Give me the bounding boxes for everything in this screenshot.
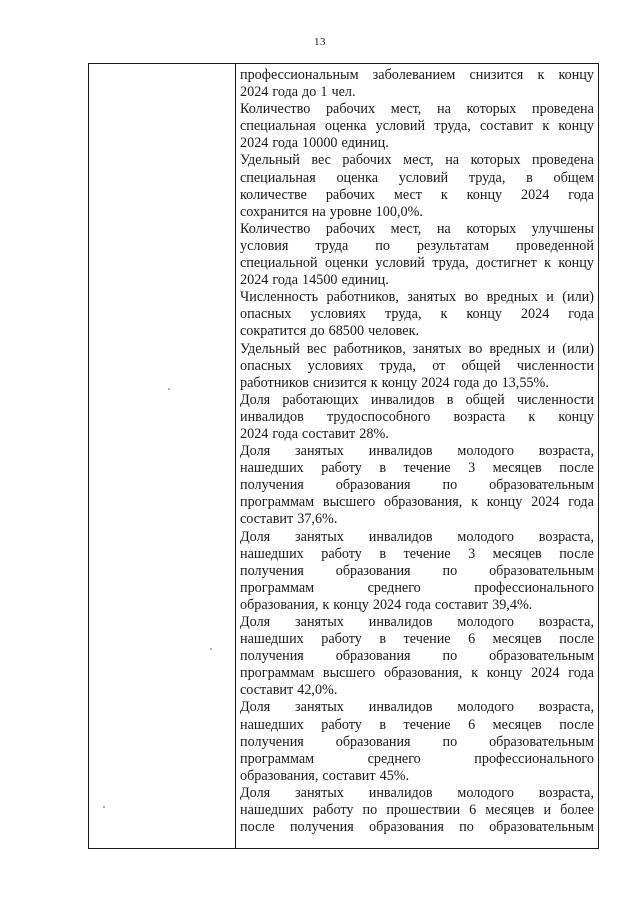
text-word: года — [272, 425, 299, 442]
text-word: после — [559, 716, 594, 733]
text-word: к — [440, 306, 448, 323]
text-word: возраста, — [538, 528, 594, 545]
text-word: года — [272, 135, 299, 152]
text-line — [240, 375, 594, 392]
text-word: которых — [466, 220, 517, 237]
text-word: результатам — [416, 237, 490, 254]
text-line — [240, 426, 594, 443]
page-number: 13 — [314, 36, 326, 48]
text-line — [240, 751, 594, 768]
text-line — [240, 529, 594, 546]
text-line — [240, 734, 594, 751]
text-line — [240, 443, 594, 460]
text-word: 2024 — [240, 272, 269, 289]
text-word: снизится — [469, 67, 524, 83]
text-word: образования, — [383, 494, 463, 511]
text-line — [240, 306, 594, 323]
text-word: месяцев — [492, 545, 542, 562]
text-word: к — [471, 494, 479, 511]
text-word: проведена — [532, 152, 594, 169]
text-word: концу — [466, 306, 502, 323]
text-word: высшего — [322, 494, 376, 511]
text-word: работу — [312, 802, 354, 819]
text-word: концу — [466, 186, 503, 203]
text-word: и — [546, 289, 554, 306]
text-word: рабочих — [342, 152, 392, 169]
text-word: вредных — [486, 289, 538, 306]
text-word: 37,6%. — [297, 511, 338, 528]
text-word: Доля — [240, 528, 271, 545]
text-word: прошествии — [386, 802, 461, 819]
scan-speck — [103, 806, 105, 808]
text-word: возраста — [453, 408, 506, 425]
text-word: программам — [240, 494, 315, 511]
text-word: месяцев — [492, 631, 542, 648]
text-word: образования, — [240, 767, 319, 784]
text-word: 3 — [468, 460, 476, 477]
text-line — [240, 665, 594, 682]
text-word: 100,0%. — [375, 203, 423, 220]
text-word: по — [362, 802, 378, 819]
text-word: 6 — [468, 631, 476, 648]
text-line — [240, 563, 594, 580]
text-word: 3 — [468, 545, 476, 562]
text-word: улучшены — [531, 220, 594, 237]
text-word: (или) — [562, 340, 594, 357]
text-word: в — [379, 716, 387, 733]
text-word: работу — [321, 460, 362, 477]
text-line — [240, 460, 594, 477]
text-word: занятых — [295, 528, 344, 545]
text-word: по — [442, 733, 458, 750]
text-word: возраста, — [538, 699, 594, 716]
text-word: к — [370, 374, 378, 391]
text-word: образования, — [383, 665, 463, 682]
text-word: профессиональным — [240, 67, 359, 83]
text-word: года — [453, 374, 480, 391]
text-word: специальная — [240, 118, 316, 135]
text-word: образования — [335, 562, 411, 579]
text-line — [240, 699, 594, 716]
text-word: и — [543, 802, 552, 819]
text-word: численности — [516, 391, 594, 408]
text-word: среднего — [367, 579, 421, 596]
text-line — [240, 67, 594, 84]
text-word: течение — [403, 545, 451, 562]
text-word: опасных — [240, 357, 292, 374]
text-word: работу — [321, 716, 362, 733]
text-line — [240, 614, 594, 631]
text-word: получения — [240, 477, 304, 494]
text-word: месяцев — [492, 460, 542, 477]
text-word: 2024 — [240, 84, 269, 101]
text-word: заболеванием — [372, 67, 456, 83]
text-word: к — [542, 118, 550, 135]
text-word: сохранится — [240, 203, 308, 220]
text-line — [240, 170, 594, 187]
text-word: по — [375, 237, 390, 254]
text-line — [240, 494, 594, 511]
text-word: к — [322, 596, 330, 613]
text-word: составит — [302, 425, 356, 442]
text-word: профессионального — [474, 750, 594, 767]
text-word: составит — [240, 511, 294, 528]
text-word: в — [446, 391, 454, 408]
text-word: специальная — [240, 169, 316, 186]
text-word: по — [442, 648, 458, 665]
text-line — [240, 101, 594, 118]
text-word: после — [559, 631, 594, 648]
text-word: условий — [375, 255, 425, 272]
text-line — [240, 238, 594, 255]
text-line — [240, 768, 594, 785]
text-word: к — [440, 186, 448, 203]
text-line — [240, 118, 594, 135]
text-word: года — [568, 494, 594, 511]
text-word: занятых — [295, 784, 344, 801]
text-word: 6 — [468, 716, 476, 733]
text-word: образования, — [240, 596, 319, 613]
text-word: получения — [289, 819, 354, 836]
text-word: единиц. — [341, 135, 389, 152]
text-word: среднего — [367, 750, 421, 767]
text-word: Доля — [240, 699, 271, 716]
text-word: оценка — [324, 118, 367, 135]
text-word: труда, — [432, 255, 469, 272]
text-word: течение — [403, 631, 451, 648]
text-word: труда, — [468, 169, 506, 186]
text-word: достигнет — [476, 255, 537, 272]
text-word: по — [459, 819, 474, 836]
text-line — [240, 187, 594, 204]
text-word: условий — [398, 169, 449, 186]
text-word: концу — [486, 665, 523, 682]
text-word: образовательным — [489, 648, 594, 665]
text-word: работников — [240, 374, 309, 391]
text-word: молодого — [457, 614, 514, 630]
text-word: инвалидов — [368, 699, 433, 716]
text-word: возраста, — [538, 443, 594, 460]
text-word: во — [464, 289, 479, 306]
text-word: молодого — [457, 784, 514, 801]
text-word: концу — [333, 596, 369, 613]
text-word: условий — [375, 118, 426, 135]
text-word: 1 — [320, 84, 328, 101]
text-word: нашедших — [240, 631, 304, 648]
text-word: после — [559, 545, 594, 562]
text-word: нашедших — [240, 802, 304, 819]
text-word: (или) — [562, 289, 594, 306]
text-word: 28%. — [359, 425, 389, 442]
text-word: условия — [240, 237, 289, 254]
text-line — [240, 477, 594, 494]
text-word: занятых — [412, 340, 462, 357]
text-word: инвалидов — [368, 784, 433, 801]
text-word: чел. — [331, 84, 356, 101]
text-line — [240, 819, 594, 836]
text-word: молодого — [457, 699, 514, 716]
text-word: образовательным — [489, 733, 594, 750]
text-word: мест, — [390, 220, 422, 237]
text-word: года — [568, 306, 594, 323]
text-word: и — [547, 340, 556, 357]
text-word: концу — [558, 408, 594, 425]
text-word: молодого — [457, 528, 514, 545]
text-line — [240, 221, 594, 238]
text-word: после — [240, 819, 275, 836]
text-word: специальной — [240, 255, 318, 272]
text-word: численности — [516, 357, 594, 374]
text-word: Доля — [240, 443, 271, 460]
text-word: концу — [381, 374, 418, 391]
text-word: от — [432, 357, 446, 374]
text-word: месяцев — [492, 716, 542, 733]
text-word: инвалидов — [368, 528, 433, 545]
table-left-cell — [89, 64, 236, 848]
text-word: Удельный — [240, 340, 300, 357]
text-word: снизится — [312, 374, 367, 391]
text-word: вес — [306, 340, 327, 357]
text-line — [240, 272, 594, 289]
text-word: 39,4%. — [492, 596, 533, 613]
text-word: месяцев — [485, 802, 535, 819]
text-word: Количество — [240, 220, 311, 237]
text-word: 2024 — [520, 306, 550, 323]
text-line — [240, 392, 594, 409]
text-line — [240, 289, 594, 306]
text-word: Доля — [240, 614, 271, 630]
text-word: опасных — [240, 306, 292, 323]
text-word: года — [568, 186, 594, 203]
text-word: течение — [403, 460, 451, 477]
text-word: во — [468, 340, 483, 357]
text-word: нашедших — [240, 460, 304, 477]
text-word: профессионального — [474, 579, 594, 596]
text-word: 2024 — [372, 596, 402, 613]
text-word: занятых — [407, 289, 457, 306]
text-word: 68500 — [328, 323, 365, 340]
text-word: до — [310, 323, 325, 340]
text-word: Численность — [240, 289, 319, 306]
text-word: составит — [240, 682, 294, 699]
text-word: по — [442, 562, 458, 579]
text-word: нашедших — [240, 545, 304, 562]
text-word: 2024 — [521, 186, 550, 203]
text-word: программам — [240, 579, 315, 596]
text-word: года — [272, 84, 299, 101]
text-word: 2024 — [240, 425, 269, 442]
text-word: общем — [553, 169, 594, 186]
text-word: Количество — [240, 101, 311, 118]
text-line — [240, 546, 594, 563]
text-line — [240, 580, 594, 597]
text-word: концу — [558, 255, 594, 272]
text-word: образования — [335, 733, 411, 750]
text-word: оценка — [336, 169, 379, 186]
text-word: 14500 — [302, 272, 338, 289]
text-word: которых — [470, 152, 521, 169]
text-word: возраста, — [538, 784, 594, 801]
text-word: в — [526, 169, 533, 186]
text-word: 42,0%. — [297, 682, 338, 699]
text-line — [240, 802, 594, 819]
text-line — [240, 682, 594, 699]
text-word: по — [442, 477, 458, 494]
text-line — [240, 323, 594, 340]
text-word: труда — [315, 237, 349, 254]
text-word: в — [379, 460, 387, 477]
text-word: на — [436, 220, 451, 237]
text-word: 13,55%. — [501, 374, 549, 391]
text-word: занятых — [295, 443, 344, 460]
text-word: труда, — [379, 357, 416, 374]
text-word: получения — [240, 733, 304, 750]
text-word: образовательным — [489, 562, 594, 579]
text-word: нашедших — [240, 716, 304, 733]
text-word: программам — [240, 665, 315, 682]
text-word: 2024 — [421, 374, 450, 391]
text-word: в — [379, 545, 387, 562]
text-word: оценки — [324, 255, 369, 272]
text-word: высшего — [322, 665, 376, 682]
text-word: сократится — [240, 323, 307, 340]
text-word: к — [471, 665, 479, 682]
text-word: рабочих — [325, 220, 376, 237]
text-word: количестве — [240, 186, 307, 203]
text-word: 45%. — [379, 767, 410, 784]
text-word: условиях — [307, 357, 364, 374]
text-word: проведена — [532, 101, 594, 118]
text-word: Удельный — [240, 152, 300, 169]
text-word: занятых — [295, 614, 344, 630]
text-word: проведенной — [516, 237, 594, 254]
text-word: общей — [461, 357, 501, 374]
text-word: условиях — [310, 306, 366, 323]
text-line — [240, 631, 594, 648]
text-word: человек. — [368, 323, 420, 340]
text-word: занятых — [295, 699, 344, 716]
text-word: общей — [465, 391, 505, 408]
text-word: к — [544, 255, 552, 272]
text-line — [240, 84, 594, 101]
document-table — [88, 63, 599, 849]
text-word: рабочих — [325, 101, 376, 118]
text-word: составит — [322, 767, 376, 784]
text-word: года — [405, 596, 431, 613]
table-right-cell — [236, 64, 598, 848]
text-line — [240, 785, 594, 802]
text-word: мест, — [403, 152, 434, 169]
text-line — [240, 648, 594, 665]
text-word: до — [302, 84, 317, 101]
text-word: единиц. — [341, 272, 389, 289]
text-word: труда, — [384, 306, 422, 323]
text-line — [240, 135, 594, 152]
text-word: года — [272, 272, 299, 289]
text-line — [240, 717, 594, 734]
scan-speck — [168, 388, 170, 390]
text-word: после — [559, 460, 594, 477]
text-word: Доля — [240, 391, 271, 408]
text-line — [240, 255, 594, 272]
text-word: образования — [335, 648, 411, 665]
text-word: инвалидов — [368, 614, 433, 630]
text-word: 2024 — [531, 665, 560, 682]
text-word: образования — [335, 477, 411, 494]
text-word: на — [445, 152, 460, 169]
text-word: работающих — [282, 391, 359, 408]
text-word: инвалидов — [240, 408, 304, 425]
text-word: работу — [321, 631, 362, 648]
text-line — [240, 409, 594, 426]
text-word: 6 — [469, 802, 477, 819]
text-word: рабочих — [325, 186, 375, 203]
text-word: к — [537, 67, 545, 83]
text-word: Доля — [240, 784, 271, 801]
text-word: инвалидов — [370, 391, 435, 408]
text-word: составит — [479, 118, 534, 135]
text-word: уровне — [329, 203, 372, 220]
text-word: года — [568, 665, 594, 682]
text-word: 2024 — [531, 494, 560, 511]
text-word: на — [311, 203, 326, 220]
text-word: составит — [434, 596, 489, 613]
text-word: более — [560, 802, 594, 819]
text-word: до — [483, 374, 498, 391]
text-line — [240, 597, 594, 614]
text-line — [240, 511, 594, 528]
text-word: образовательным — [489, 819, 594, 836]
text-word: мест, — [390, 101, 422, 118]
text-word: труда, — [434, 118, 471, 135]
text-line — [240, 152, 594, 169]
text-word: 2024 — [240, 135, 269, 152]
text-word: к — [528, 408, 536, 425]
text-word: течение — [403, 716, 451, 733]
text-word: программам — [240, 750, 315, 767]
text-word: трудоспособного — [326, 408, 431, 425]
text-word: 10000 — [302, 135, 338, 152]
text-word: работников, — [326, 289, 399, 306]
text-word: концу — [558, 67, 594, 83]
text-word: вредных — [489, 340, 541, 357]
text-line — [240, 358, 594, 375]
text-word: вес — [311, 152, 331, 169]
text-word: концу — [558, 118, 594, 135]
text-line — [240, 341, 594, 358]
scan-speck — [210, 648, 212, 650]
text-line — [240, 204, 594, 221]
text-word: в — [379, 631, 387, 648]
text-word: мест — [393, 186, 422, 203]
text-word: получения — [240, 648, 304, 665]
text-word: которых — [466, 101, 517, 118]
text-word: концу — [486, 494, 523, 511]
text-word: получения — [240, 562, 304, 579]
text-word: работу — [321, 545, 362, 562]
text-word: возраста, — [538, 614, 594, 630]
text-word: инвалидов — [368, 443, 433, 460]
text-word: образовательным — [489, 477, 594, 494]
text-word: на — [436, 101, 451, 118]
text-word: образования — [369, 819, 444, 836]
text-word: работников, — [333, 340, 406, 357]
text-word: молодого — [457, 443, 514, 460]
